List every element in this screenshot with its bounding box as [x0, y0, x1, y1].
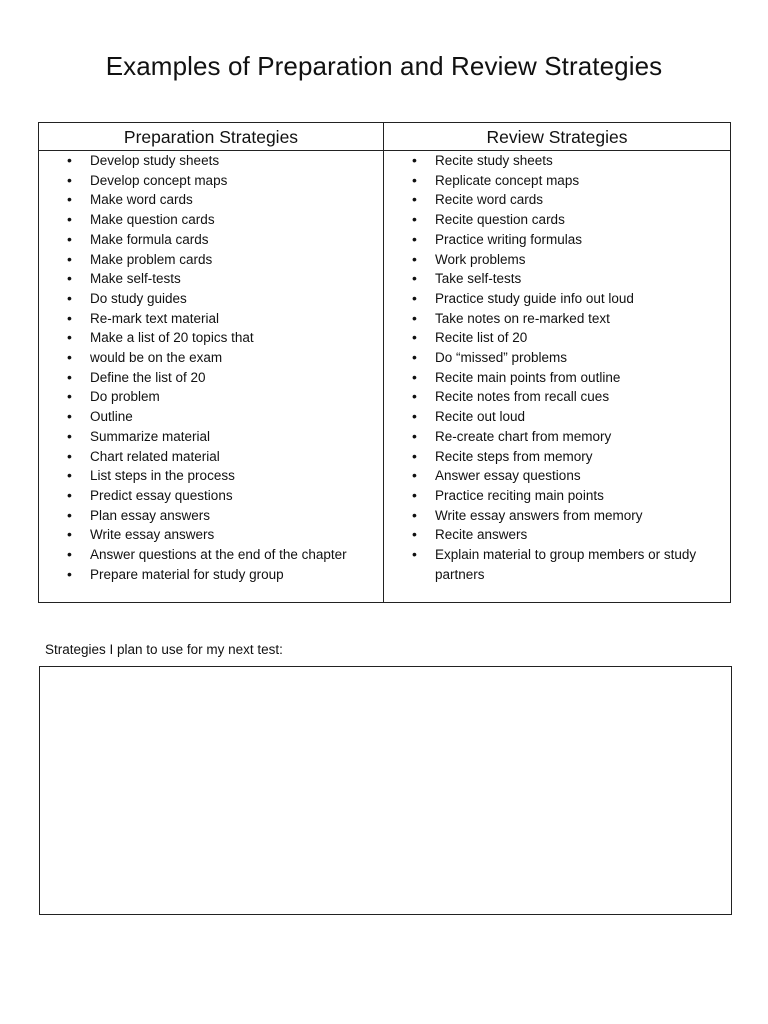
preparation-strategy-item: • List steps in the process — [39, 466, 383, 486]
review-strategy-item: • Recite word cards — [384, 190, 730, 210]
review-strategy-item: • Recite study sheets — [384, 151, 730, 171]
preparation-strategy-item: • Make word cards — [39, 190, 383, 210]
review-strategy-item: • Practice reciting main points — [384, 486, 730, 506]
preparation-strategy-item: • Write essay answers — [39, 525, 383, 545]
preparation-strategies-header: Preparation Strategies — [39, 123, 384, 151]
preparation-strategy-item: • Answer questions at the end of the chapter — [39, 545, 383, 565]
review-strategy-item: • Answer essay questions — [384, 466, 730, 486]
table-header-row — [39, 123, 731, 151]
plan-label: Strategies I plan to use for my next test: — [45, 642, 283, 657]
review-strategy-item: • Recite steps from memory — [384, 447, 730, 467]
review-strategy-item: • Recite question cards — [384, 210, 730, 230]
review-strategy-item: • Work problems — [384, 250, 730, 270]
preparation-strategy-item: • Define the list of 20 — [39, 368, 383, 388]
review-strategy-item: • Practice writing formulas — [384, 230, 730, 250]
review-strategies-cell — [384, 151, 731, 603]
review-strategy-item: • Recite out loud — [384, 407, 730, 427]
preparation-strategy-item: • Make question cards — [39, 210, 383, 230]
review-strategy-item: • Recite list of 20 — [384, 328, 730, 348]
preparation-strategy-item: • Outline — [39, 407, 383, 427]
preparation-strategy-item: • Develop study sheets — [39, 151, 383, 171]
preparation-strategy-item: • Make problem cards — [39, 250, 383, 270]
review-strategy-item: • Practice study guide info out loud — [384, 289, 730, 309]
review-strategy-item: • Recite main points from outline — [384, 368, 730, 388]
preparation-strategy-item: • Predict essay questions — [39, 486, 383, 506]
preparation-strategy-item: • Chart related material — [39, 447, 383, 467]
review-strategy-item: • Explain material to group members or study partners — [384, 545, 730, 584]
review-strategy-item: • Re-create chart from memory — [384, 427, 730, 447]
review-strategies-list — [384, 151, 730, 584]
table-body-row — [39, 151, 731, 603]
review-strategy-item: • Do “missed” problems — [384, 348, 730, 368]
review-strategies-header: Review Strategies — [384, 123, 731, 151]
review-strategy-item: • Take self-tests — [384, 269, 730, 289]
preparation-strategy-item: • Re-mark text material — [39, 309, 383, 329]
preparation-strategy-item: • Make self-tests — [39, 269, 383, 289]
preparation-strategies-list — [39, 151, 383, 584]
strategies-table — [38, 122, 731, 603]
preparation-strategy-item: • Summarize material — [39, 427, 383, 447]
preparation-strategy-item: • Prepare material for study group — [39, 565, 383, 585]
review-strategy-item: • Recite notes from recall cues — [384, 387, 730, 407]
preparation-strategy-item: • Make a list of 20 topics that — [39, 328, 383, 348]
review-strategy-item: • Take notes on re-marked text — [384, 309, 730, 329]
review-strategy-item: • Recite answers — [384, 525, 730, 545]
review-strategy-item: • Write essay answers from memory — [384, 506, 730, 526]
preparation-strategies-cell — [39, 151, 384, 603]
page-title: Examples of Preparation and Review Strategies — [105, 51, 663, 81]
review-strategy-item: • Replicate concept maps — [384, 171, 730, 191]
preparation-strategy-item: • Make formula cards — [39, 230, 383, 250]
plan-answer-box[interactable] — [39, 666, 732, 915]
preparation-strategy-item: • would be on the exam — [39, 348, 383, 368]
preparation-strategy-item: • Do study guides — [39, 289, 383, 309]
preparation-strategy-item: • Plan essay answers — [39, 506, 383, 526]
preparation-strategy-item: • Do problem — [39, 387, 383, 407]
preparation-strategy-item: • Develop concept maps — [39, 171, 383, 191]
